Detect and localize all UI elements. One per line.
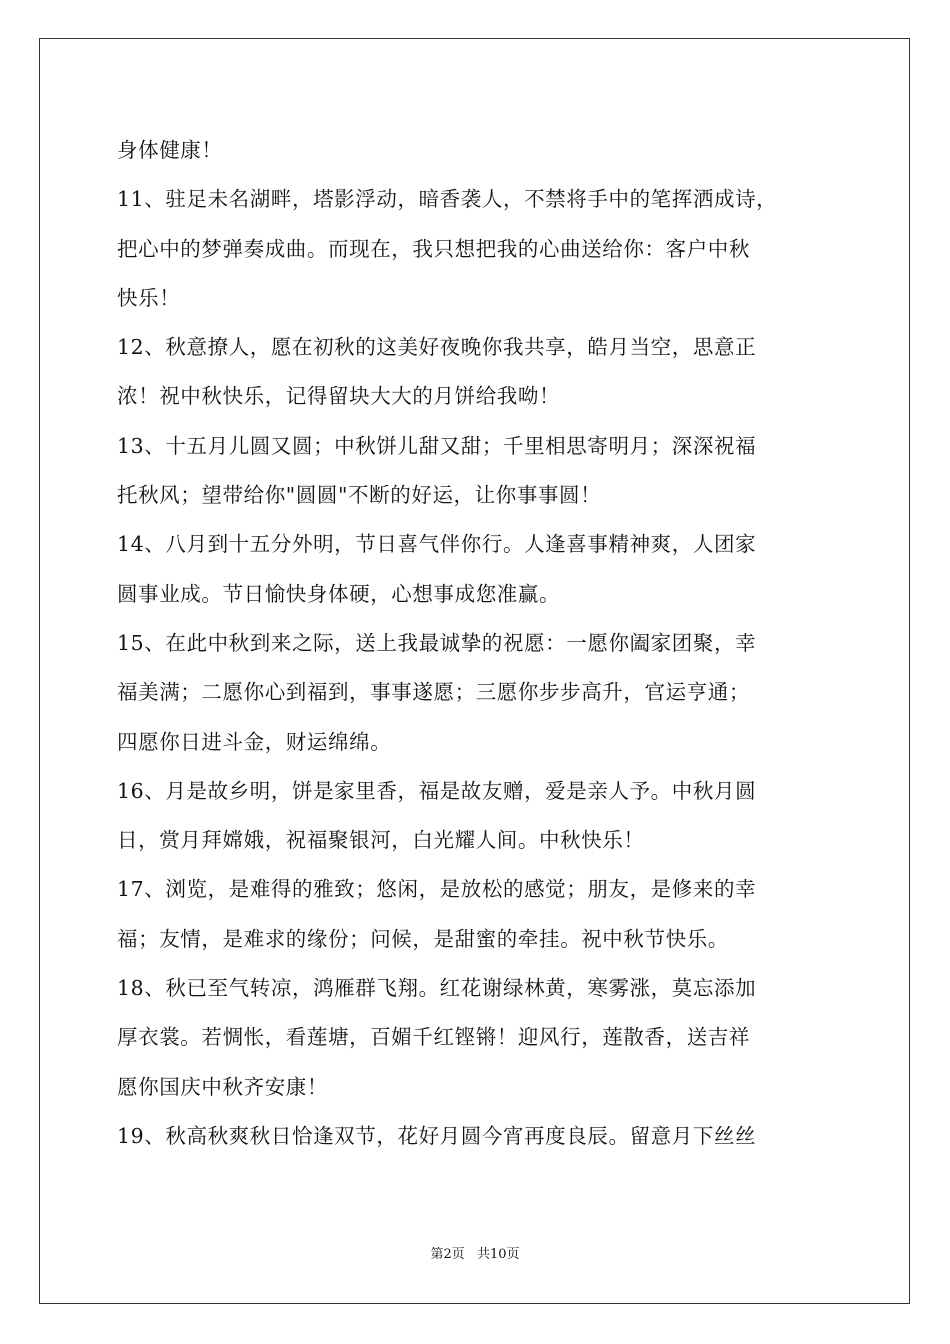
- text-line: 13、十五月儿圆又圆；中秋饼儿甜又甜；千里相思寄明月；深深祝福: [117, 433, 757, 458]
- text-line: 11、驻足未名湖畔，塔影浮动，暗香袭人，不禁将手中的笔挥洒成诗，: [117, 187, 778, 212]
- text-line: 日，赏月拜嫦娥，祝福聚银河，白光耀人间。中秋快乐！: [117, 828, 645, 853]
- text-line: 17、浏览，是难得的雅致；悠闲，是放松的感觉；朋友，是修来的幸: [117, 877, 757, 902]
- document-body: [117, 126, 837, 1161]
- text-line: 四愿你日进斗金，财运绵绵。: [117, 729, 392, 754]
- text-line: 厚衣裳。若惆怅，看莲塘，百媚千红铿锵！迎风行，莲散香，送吉祥: [117, 1025, 750, 1050]
- text-line: 快乐！: [117, 285, 181, 310]
- text-line: 浓！祝中秋快乐，记得留块大大的月饼给我呦！: [117, 384, 561, 409]
- text-line: 身体健康！: [117, 138, 223, 162]
- text-line: 14、八月到十五分外明，节日喜气伴你行。人逢喜事精神爽，人团家: [117, 532, 757, 557]
- text-line: 托秋风；望带给你"圆圆"不断的好运，让你事事圆！: [117, 483, 602, 508]
- text-line: 福美满；二愿你心到福到，事事遂愿；三愿你步步高升，官运亨通；: [117, 680, 750, 705]
- text-line: 18、秋已至气转凉，鸿雁群飞翔。红花谢绿林黄，寒雾涨，莫忘添加: [117, 976, 757, 1001]
- text-line: 福；友情，是难求的缘份；问候，是甜蜜的牵挂。祝中秋节快乐。: [117, 926, 729, 951]
- text-line: 愿你国庆中秋齐安康！: [117, 1074, 328, 1099]
- page-footer: [0, 1246, 950, 1264]
- text-line: 12、秋意撩人，愿在初秋的这美好夜晚你我共享，皓月当空，思意正: [117, 335, 757, 360]
- text-line: 圆事业成。节日愉快身体硬，心想事成您准赢。: [117, 581, 561, 606]
- page-total: 共10页: [476, 1247, 520, 1262]
- text-line: 把心中的梦弹奏成曲。而现在，我只想把我的心曲送给你：客户中秋: [117, 236, 750, 261]
- page-number: 第2页: [430, 1247, 465, 1262]
- text-line: 19、秋高秋爽秋日恰逢双节，花好月圆今宵再度良辰。留意月下丝丝: [117, 1123, 757, 1148]
- text-line: 16、月是故乡明，饼是家里香，福是故友赠，爱是亲人予。中秋月圆: [117, 778, 757, 803]
- text-line: 15、在此中秋到来之际，送上我最诚挚的祝愿：一愿你阖家团聚，幸: [117, 630, 757, 655]
